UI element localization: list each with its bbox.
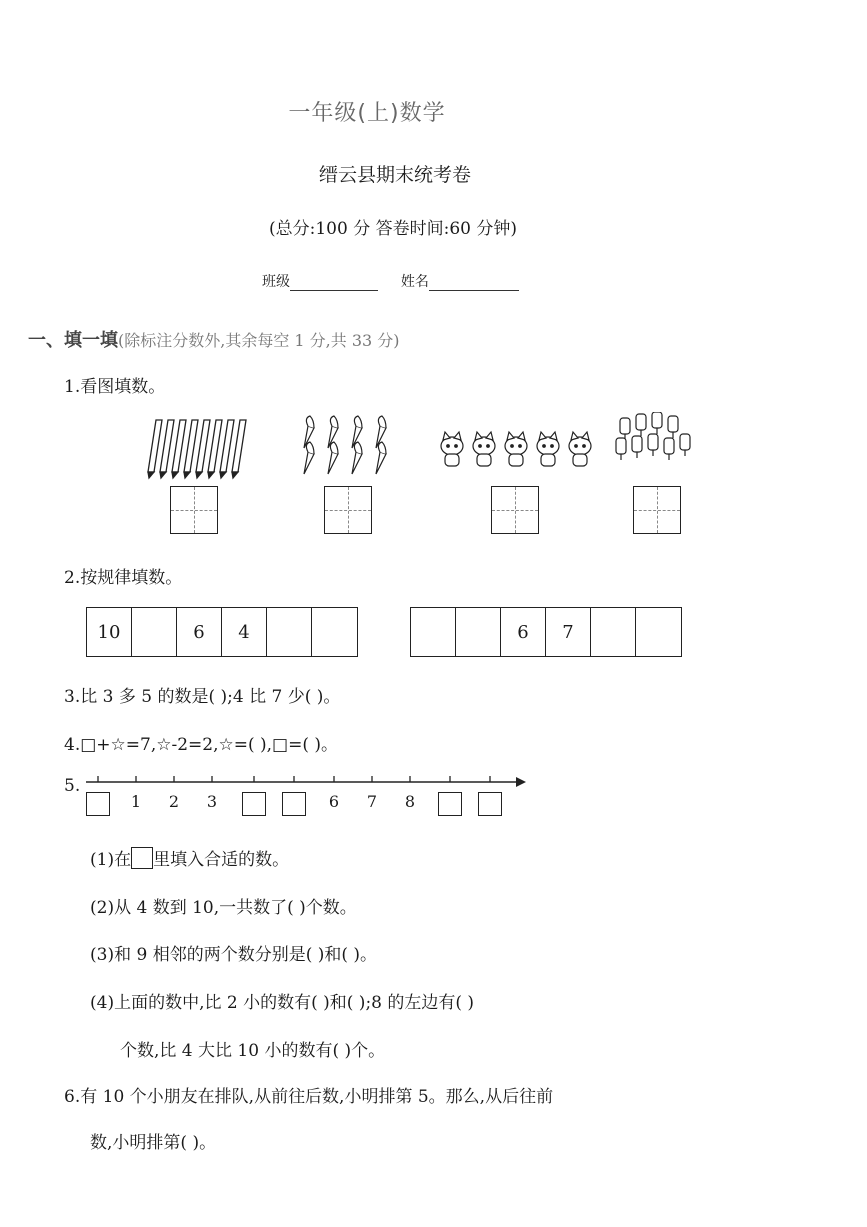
answer-box-pencils[interactable] xyxy=(170,486,218,534)
sequence-cell[interactable] xyxy=(591,608,636,656)
carrot-icon xyxy=(304,416,386,474)
sequence-cell[interactable]: 4 xyxy=(222,608,267,656)
question-1-text: 1.看图填数。 xyxy=(64,377,166,397)
square-box-icon xyxy=(131,847,153,869)
sequence-cell[interactable]: 6 xyxy=(501,608,546,656)
exam-subtitle: 缙云县期末统考卷 xyxy=(318,164,471,186)
number-line xyxy=(84,772,534,792)
number-line-label: 8 xyxy=(404,792,416,811)
sequence-row-1 xyxy=(86,607,358,657)
section-heading xyxy=(28,326,400,352)
question-5-number: 5. xyxy=(64,776,81,796)
sub1-suffix: 里填入合适的数。 xyxy=(153,850,290,870)
sequence-cell[interactable]: 10 xyxy=(87,608,132,656)
question-6-line-1: 6.有 10 个小朋友在排队,从前往后数,小明排第 5。那么,从后往前 xyxy=(64,1087,554,1107)
sequence-row-2 xyxy=(410,607,682,657)
question-5-sub-4-line-2: 个数,比 4 大比 10 小的数有( )个。 xyxy=(120,1041,386,1061)
name-field[interactable] xyxy=(429,290,519,291)
question-5-sub-1 xyxy=(90,845,289,870)
sequence-cell[interactable]: 6 xyxy=(177,608,222,656)
question-5-sub-4-line-1: (4)上面的数中,比 2 小的数有( )和( );8 的左边有( ) xyxy=(90,993,475,1013)
number-line-blank[interactable] xyxy=(438,792,462,816)
section-note: (除标注分数外,其余每空 1 分,共 33 分) xyxy=(118,331,400,350)
sequence-cell[interactable] xyxy=(456,608,501,656)
number-line-label: 3 xyxy=(206,792,218,811)
number-line-blank[interactable] xyxy=(242,792,266,816)
number-line-blank[interactable] xyxy=(282,792,306,816)
pencil-icon xyxy=(148,420,246,478)
popsicle-icon xyxy=(616,412,690,460)
sequence-cell[interactable] xyxy=(411,608,456,656)
sequence-cell[interactable] xyxy=(312,608,357,656)
class-field[interactable] xyxy=(290,290,378,291)
sequence-cell[interactable] xyxy=(267,608,312,656)
kitten-icon xyxy=(441,432,591,466)
class-label: 班级 xyxy=(262,274,290,290)
number-line-label: 7 xyxy=(366,792,378,811)
question-3-text: 3.比 3 多 5 的数是( );4 比 7 少( )。 xyxy=(64,687,341,707)
student-fields xyxy=(262,271,519,291)
sub1-prefix: (1)在 xyxy=(90,850,132,870)
question-6-line-2: 数,小明排第( )。 xyxy=(90,1133,217,1153)
sequence-cell[interactable]: 7 xyxy=(546,608,591,656)
number-line-blank[interactable] xyxy=(478,792,502,816)
section-label: 一、填一填 xyxy=(28,330,118,351)
number-line-blank[interactable] xyxy=(86,792,110,816)
answer-box-carrots[interactable] xyxy=(324,486,372,534)
number-line-label: 2 xyxy=(168,792,180,811)
sequence-cell[interactable] xyxy=(132,608,177,656)
picture-row xyxy=(138,412,738,480)
number-line-label: 6 xyxy=(328,792,340,811)
name-label: 姓名 xyxy=(400,274,429,290)
question-5-sub-2: (2)从 4 数到 10,一共数了( )个数。 xyxy=(90,898,357,918)
number-line-label: 1 xyxy=(130,792,142,811)
question-2-text: 2.按规律填数。 xyxy=(64,568,183,588)
answer-box-kittens[interactable] xyxy=(491,486,539,534)
question-5-sub-3: (3)和 9 相邻的两个数分别是( )和( )。 xyxy=(90,945,378,965)
answer-box-popsicles[interactable] xyxy=(633,486,681,534)
question-4-text: 4.□+☆=7,☆-2=2,☆=( ),□=( )。 xyxy=(64,735,339,755)
exam-info: (总分:100 分 答卷时间:60 分钟) xyxy=(268,219,517,239)
page-title: 一年级(上)数学 xyxy=(288,101,446,126)
arrow-icon xyxy=(516,777,526,787)
sequence-cell[interactable] xyxy=(636,608,681,656)
